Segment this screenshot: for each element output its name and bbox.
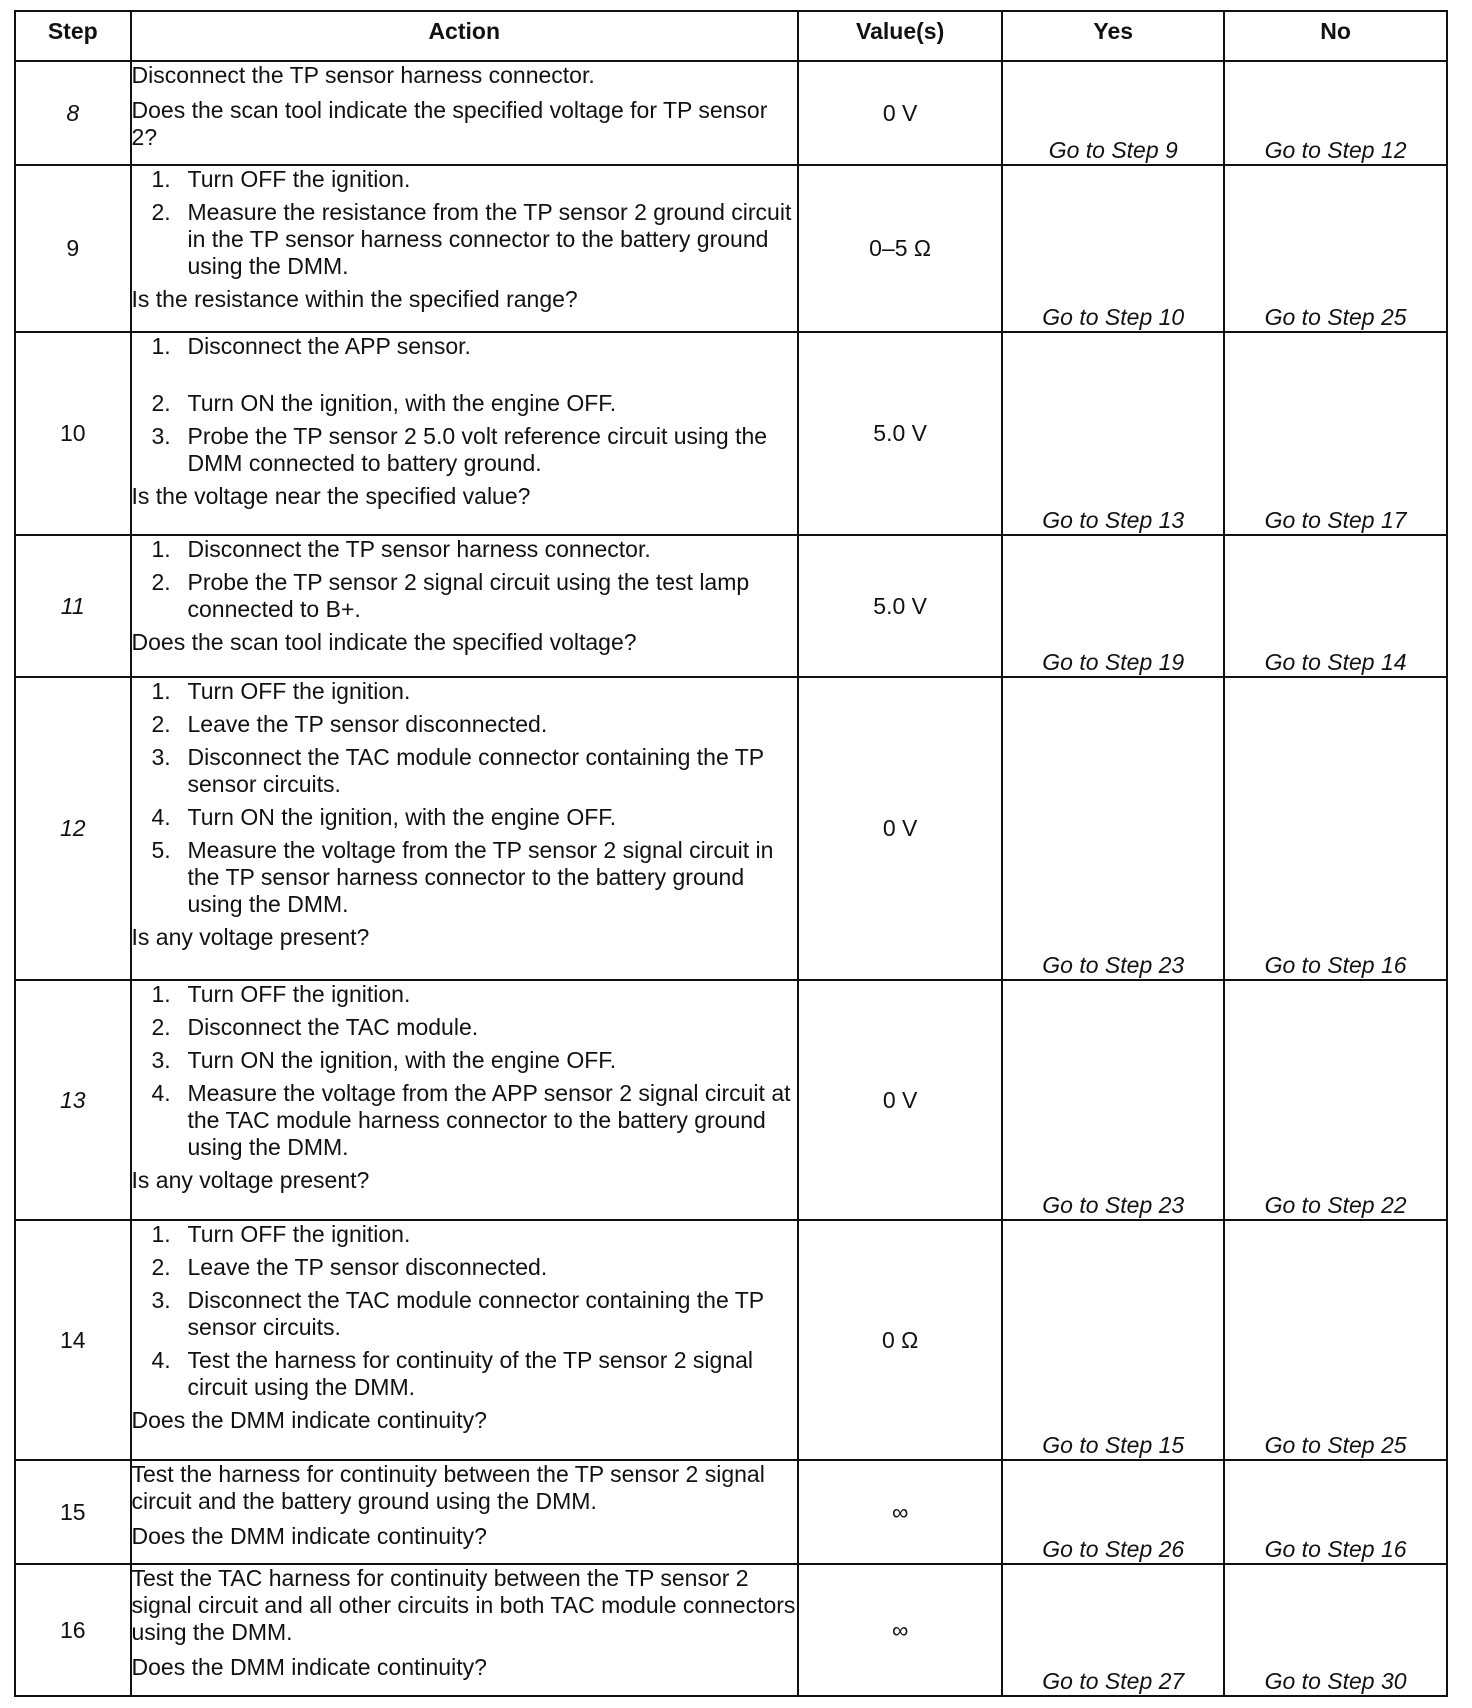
step-number: 10 (15, 332, 131, 535)
action-question: Does the DMM indicate continuity? (131, 1523, 487, 1549)
no-goto: Go to Step 12 (1224, 61, 1447, 165)
action-question: Does the DMM indicate continuity? (131, 1407, 487, 1433)
table-row (15, 677, 1447, 980)
no-goto: Go to Step 30 (1224, 1564, 1447, 1696)
header-yes: Yes (1002, 11, 1224, 61)
diagnostic-page (14, 10, 1448, 1697)
value-cell: 0 Ω (798, 1220, 1002, 1460)
action-step: 4. Test the harness for continuity of the TP sensor 2 signal circuit using the DMM. (151, 1347, 754, 1400)
yes-goto: Go to Step 19 (1002, 535, 1224, 677)
action-step: 1. Disconnect the APP sensor. (151, 333, 471, 359)
action-step: 1. Turn OFF the ignition. (151, 1221, 411, 1247)
no-goto: Go to Step 14 (1224, 535, 1447, 677)
table-row (15, 61, 1447, 165)
no-goto: Go to Step 17 (1224, 332, 1447, 535)
diagnostic-table (14, 10, 1448, 1697)
header-step: Step (15, 11, 131, 61)
value-cell: 0–5 Ω (798, 165, 1002, 332)
action-step: 3. Disconnect the TAC module connector containing the TP sensor circuits. (151, 744, 764, 797)
action-step: 5. Measure the voltage from the TP sensor 2 signal circuit in the TP sensor harness connector to the battery ground using the DMM. (151, 837, 774, 917)
action-step: 4. Turn ON the ignition, with the engine OFF. (151, 804, 617, 830)
action-steps (132, 1221, 797, 1401)
action-question: Is the resistance within the specified range? (131, 286, 578, 312)
no-goto: Go to Step 25 (1224, 165, 1447, 332)
action-question: Is the voltage near the specified value? (131, 483, 531, 509)
action-step: 2. Leave the TP sensor disconnected. (151, 711, 548, 737)
action-cell (131, 1220, 798, 1460)
header-no: No (1224, 11, 1447, 61)
action-text: Test the TAC harness for continuity between the TP sensor 2 signal circuit and all other circuits in both TAC module connectors using the DMM. (131, 1565, 796, 1645)
action-cell (131, 677, 798, 980)
action-step: 3. Turn ON the ignition, with the engine OFF. (151, 1047, 617, 1073)
table-row (15, 1564, 1447, 1696)
yes-goto: Go to Step 23 (1002, 677, 1224, 980)
action-steps (132, 333, 797, 477)
action-cell (131, 535, 798, 677)
step-number: 16 (15, 1564, 131, 1696)
yes-goto: Go to Step 9 (1002, 61, 1224, 165)
yes-goto: Go to Step 23 (1002, 980, 1224, 1220)
action-step: 2. Disconnect the TAC module. (151, 1014, 479, 1040)
table-row (15, 165, 1447, 332)
action-step: 1. Turn OFF the ignition. (151, 678, 411, 704)
action-step: 2. Turn ON the ignition, with the engine OFF. (151, 390, 617, 416)
action-cell (131, 332, 798, 535)
step-number: 14 (15, 1220, 131, 1460)
action-step: 2. Probe the TP sensor 2 signal circuit using the test lamp connected to B+. (151, 569, 750, 622)
yes-goto: Go to Step 26 (1002, 1460, 1224, 1564)
value-cell: ∞ (798, 1564, 1002, 1696)
action-step: 1. Turn OFF the ignition. (151, 981, 411, 1007)
table-row (15, 1460, 1447, 1564)
no-goto: Go to Step 25 (1224, 1220, 1447, 1460)
action-cell (131, 1564, 798, 1696)
table-row (15, 332, 1447, 535)
step-number: 15 (15, 1460, 131, 1564)
yes-goto: Go to Step 15 (1002, 1220, 1224, 1460)
no-goto: Go to Step 16 (1224, 1460, 1447, 1564)
action-step: 2. Leave the TP sensor disconnected. (151, 1254, 548, 1280)
yes-goto: Go to Step 10 (1002, 165, 1224, 332)
yes-goto: Go to Step 27 (1002, 1564, 1224, 1696)
action-question: Is any voltage present? (131, 1167, 370, 1193)
table-row (15, 1220, 1447, 1460)
value-cell: ∞ (798, 1460, 1002, 1564)
table-row (15, 535, 1447, 677)
action-question: Does the DMM indicate continuity? (131, 1654, 487, 1680)
value-cell: 5.0 V (798, 332, 1002, 535)
step-number: 9 (15, 165, 131, 332)
step-number: 12 (15, 677, 131, 980)
action-step: 1. Turn OFF the ignition. (151, 166, 411, 192)
action-cell (131, 1460, 798, 1564)
action-text: Disconnect the TP sensor harness connector. (131, 62, 595, 88)
header-row (15, 11, 1447, 61)
step-number: 11 (15, 535, 131, 677)
action-step: 1. Disconnect the TP sensor harness connector. (151, 536, 651, 562)
action-steps (132, 536, 797, 623)
yes-goto: Go to Step 13 (1002, 332, 1224, 535)
action-step: 4. Measure the voltage from the APP sensor 2 signal circuit at the TAC module harness connector to the battery ground using the DMM. (151, 1080, 791, 1160)
step-number: 8 (15, 61, 131, 165)
action-steps (132, 678, 797, 918)
action-cell (131, 980, 798, 1220)
action-step: 3. Disconnect the TAC module connector containing the TP sensor circuits. (151, 1287, 764, 1340)
no-goto: Go to Step 22 (1224, 980, 1447, 1220)
value-cell: 0 V (798, 677, 1002, 980)
step-number: 13 (15, 980, 131, 1220)
action-text: Test the harness for continuity between the TP sensor 2 signal circuit and the battery ground using the DMM. (131, 1461, 765, 1514)
value-cell: 0 V (798, 61, 1002, 165)
action-step: 3. Probe the TP sensor 2 5.0 volt reference circuit using the DMM connected to battery ground. (151, 423, 768, 476)
action-question: Does the scan tool indicate the specified voltage? (131, 629, 637, 655)
action-steps (132, 166, 797, 280)
value-cell: 5.0 V (798, 535, 1002, 677)
table-row (15, 980, 1447, 1220)
value-cell: 0 V (798, 980, 1002, 1220)
action-question: Is any voltage present? (131, 924, 370, 950)
no-goto: Go to Step 16 (1224, 677, 1447, 980)
action-steps (132, 981, 797, 1161)
action-question: Does the scan tool indicate the specified voltage for TP sensor 2? (131, 97, 768, 150)
header-values: Value(s) (798, 11, 1002, 61)
header-action: Action (131, 11, 798, 61)
action-step: 2. Measure the resistance from the TP sensor 2 ground circuit in the TP sensor harness connector to the battery ground using the DMM. (151, 199, 792, 279)
action-cell (131, 61, 798, 165)
action-cell (131, 165, 798, 332)
